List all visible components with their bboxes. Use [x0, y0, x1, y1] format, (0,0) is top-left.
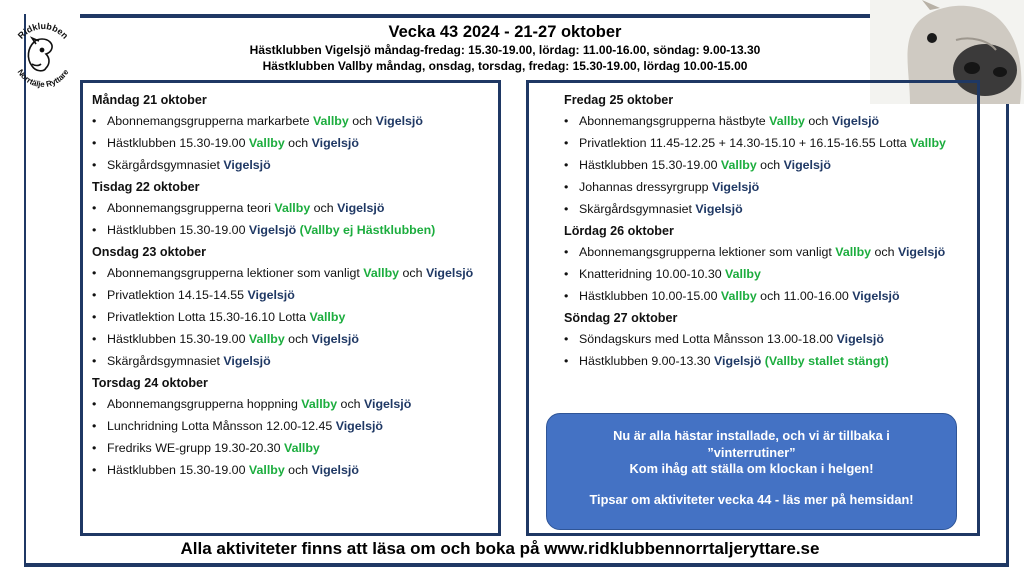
- vigelsjo-location: Vigelsjö: [375, 114, 423, 128]
- day-heading: Tisdag 22 oktober: [92, 180, 200, 194]
- entry-text: Hästklubben 15.30-19.00: [107, 223, 249, 237]
- schedule-entry: [92, 462, 487, 478]
- vigelsjo-hours: Hästklubben Vigelsjö måndag-fredag: 15.30-19.00, lördag: 11.00-16.00, söndag: 9.00-13.30: [249, 43, 761, 57]
- entry-text: Abonnemangsgrupperna hoppning: [107, 397, 302, 411]
- vigelsjo-location: Vigelsjö: [714, 354, 762, 368]
- club-logo: [6, 18, 80, 92]
- schedule-entry: [92, 265, 487, 281]
- schedule-entry: [92, 440, 487, 456]
- entry-text: och: [310, 201, 338, 215]
- schedule-entry: [564, 179, 969, 195]
- vallby-location: Vallby: [301, 397, 338, 411]
- vigelsjo-location: Vigelsjö: [897, 245, 946, 259]
- vigelsjo-location: Vigelsjö: [335, 419, 383, 433]
- vallby-location: (Vallby stallet stängt): [761, 354, 889, 368]
- schedule-entry: [92, 113, 487, 129]
- vigelsjo-location: Vigelsjö: [425, 266, 474, 280]
- entry-text: och: [284, 332, 312, 346]
- entry-text: Abonnemangsgrupperna lektioner som vanligt: [107, 266, 364, 280]
- vallby-location: Vallby: [248, 332, 285, 346]
- day-heading: Söndag 27 oktober: [564, 311, 678, 325]
- vallby-location: Vallby: [274, 201, 311, 215]
- logo-top-text: Ridklubben: [15, 20, 71, 41]
- day-heading: Lördag 26 oktober: [564, 224, 674, 238]
- schedule-right-list: [564, 92, 969, 375]
- day-heading: Onsdag 23 oktober: [92, 245, 207, 259]
- schedule-entry: [92, 331, 487, 347]
- page-header: [150, 22, 860, 74]
- entry-text: och: [871, 245, 898, 259]
- day-heading: Fredag 25 oktober: [564, 93, 674, 107]
- vallby-location: Vallby: [769, 114, 805, 128]
- schedule-entry: [92, 157, 487, 173]
- vigelsjo-location: Vigelsjö: [248, 223, 297, 237]
- entry-text: Hästklubben 15.30-19.00: [107, 332, 249, 346]
- entry-text: Privatlektion Lotta 15.30-16.10 Lotta: [107, 310, 310, 324]
- vallby-location: Vallby: [835, 245, 872, 259]
- schedule-entry: [92, 200, 487, 216]
- horse-head-icon: [28, 38, 52, 71]
- entry-text: Abonnemangsgrupperna teori: [107, 201, 275, 215]
- entry-text: Johannas dressyrgrupp: [579, 180, 712, 194]
- frame-line-bottom: [24, 563, 1008, 567]
- week-title: Vecka 43 2024 - 21-27 oktober: [388, 23, 622, 41]
- notice-line-1: Nu är alla hästar installade, och vi är tillbaka i: [613, 428, 890, 443]
- vallby-location: Vallby: [910, 136, 946, 150]
- entry-text: och: [756, 158, 784, 172]
- entry-text: Privatlektion 14.15-14.55: [107, 288, 248, 302]
- schedule-entry: [564, 266, 969, 282]
- schedule-entry: [564, 288, 969, 304]
- vigelsjo-location: Vigelsjö: [337, 201, 385, 215]
- vallby-location: (Vallby ej Hästklubben): [296, 223, 436, 237]
- entry-text: Hästklubben 15.30-19.00: [107, 463, 249, 477]
- entry-text: Lunchridning Lotta Månsson 12.00-12.45: [107, 419, 336, 433]
- entry-text: och: [284, 463, 312, 477]
- entry-text: Söndagskurs med Lotta Månsson 13.00-18.00: [579, 332, 837, 346]
- panel-top-border: [80, 80, 501, 83]
- vigelsjo-location: Vigelsjö: [223, 354, 271, 368]
- schedule-entry: [92, 396, 487, 412]
- entry-text: Skärgårdsgymnasiet: [107, 158, 224, 172]
- notice-line-4: Tipsar om aktiviteter vecka 44 - läs mer på hemsidan!: [589, 491, 914, 507]
- vigelsjo-location: Vigelsjö: [311, 463, 359, 477]
- schedule-entry: [92, 418, 487, 434]
- entry-text: och: [284, 136, 312, 150]
- entry-text: och: [337, 397, 364, 411]
- frame-line-left: [24, 14, 26, 567]
- vallby-location: Vallby: [309, 310, 346, 324]
- schedule-entry: [564, 353, 969, 369]
- entry-text: Abonnemangsgrupperna lektioner som vanligt: [579, 245, 836, 259]
- vigelsjo-location: Vigelsjö: [836, 332, 884, 346]
- entry-text: Hästklubben 15.30-19.00: [107, 136, 249, 150]
- vigelsjo-location: Vigelsjö: [363, 397, 412, 411]
- svg-text:Ridklubben: [16, 21, 70, 41]
- vigelsjo-location: Vigelsjö: [783, 158, 831, 172]
- logo-bottom-text: Norrtälje Ryttare: [15, 67, 71, 90]
- entry-text: och 11.00-16.00: [756, 289, 853, 303]
- entry-text: Knatteridning 10.00-10.30: [579, 267, 726, 281]
- vigelsjo-location: Vigelsjö: [695, 202, 743, 216]
- vigelsjo-location: Vigelsjö: [247, 288, 295, 302]
- vallby-location: Vallby: [248, 463, 285, 477]
- entry-text: Skärgårdsgymnasiet: [107, 354, 224, 368]
- entry-text: och: [348, 114, 376, 128]
- vigelsjo-location: Vigelsjö: [311, 332, 359, 346]
- schedule-entry: [92, 309, 487, 325]
- entry-text: Abonnemangsgrupperna markarbete: [107, 114, 313, 128]
- vallby-location: Vallby: [363, 266, 400, 280]
- vallby-location: Vallby: [720, 158, 757, 172]
- schedule-entry: [92, 287, 487, 303]
- vigelsjo-location: Vigelsjö: [223, 158, 271, 172]
- vallby-location: Vallby: [725, 267, 761, 281]
- vigelsjo-location: Vigelsjö: [311, 136, 359, 150]
- day-heading: Torsdag 24 oktober: [92, 376, 208, 390]
- schedule-entry: [92, 135, 487, 151]
- vallby-location: Vallby: [720, 289, 757, 303]
- vallby-location: Vallby: [248, 136, 285, 150]
- entry-text: och: [399, 266, 426, 280]
- frame-line-top: [80, 14, 872, 18]
- schedule-entry: [92, 353, 487, 369]
- vallby-hours: Hästklubben Vallby måndag, onsdag, torsdag, fredag: 15.30-19.00, lördag 10.00-15.00: [262, 59, 748, 73]
- schedule-entry: [92, 222, 487, 238]
- entry-text: Skärgårdsgymnasiet: [579, 202, 696, 216]
- vigelsjo-location: Vigelsjö: [831, 114, 880, 128]
- schedule-entry: [564, 331, 969, 347]
- entry-text: Abonnemangsgrupperna hästbyte: [579, 114, 770, 128]
- entry-text: Hästklubben 9.00-13.30: [579, 354, 715, 368]
- schedule-entry: [564, 244, 969, 260]
- entry-text: Fredriks WE-grupp 19.30-20.30: [107, 441, 284, 455]
- entry-text: Privatlektion 11.45-12.25 + 14.30-15.10 + 16.15-16.55 Lotta: [579, 136, 911, 150]
- entry-text: Hästklubben 15.30-19.00: [579, 158, 721, 172]
- entry-text: och: [804, 114, 832, 128]
- schedule-left-list: [92, 92, 487, 484]
- schedule-entry: [564, 157, 969, 173]
- frame-line-right: [1006, 100, 1009, 567]
- notice-line-2: ”vinterrutiner”: [707, 444, 796, 460]
- vallby-location: Vallby: [284, 441, 320, 455]
- notice-box: [546, 413, 957, 530]
- vallby-location: Vallby: [312, 114, 349, 128]
- schedule-entry: [564, 113, 969, 129]
- entry-text: Hästklubben 10.00-15.00: [579, 289, 721, 303]
- vigelsjo-location: Vigelsjö: [711, 180, 760, 194]
- day-heading: Måndag 21 oktober: [92, 93, 207, 107]
- notice-line-3: Kom ihåg att ställa om klockan i helgen!: [629, 461, 874, 476]
- vigelsjo-location: Vigelsjö: [852, 289, 900, 303]
- footer-text: Alla aktiviteter finns att läsa om och boka på www.ridklubbennorrtaljeryttare.se: [180, 539, 820, 558]
- schedule-entry: [564, 135, 969, 151]
- schedule-left-panel: [80, 80, 501, 536]
- schedule-entry: [564, 201, 969, 217]
- panel-top-border: [526, 80, 980, 83]
